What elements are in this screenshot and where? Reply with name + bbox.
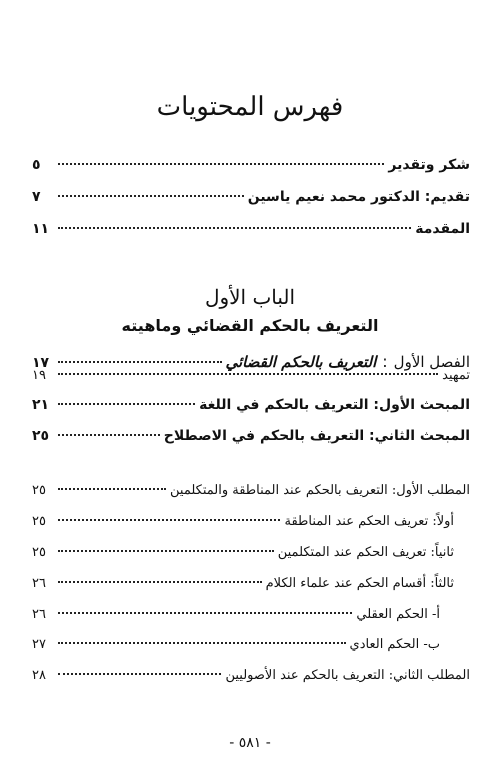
leader-dots <box>58 550 274 552</box>
toc-entry-page: ٢٧ <box>32 637 46 652</box>
toc-entry-page: ٢٦ <box>32 607 46 622</box>
toc-entry <box>32 221 470 237</box>
leader-dots <box>58 163 384 165</box>
toc-entry <box>32 607 440 622</box>
toc-entry-page: ٢٥ <box>32 428 50 444</box>
leader-dots <box>58 434 160 436</box>
leader-dots <box>58 612 352 614</box>
toc-entry-label: أولاً: تعريف الحكم عند المناطقة <box>284 514 454 529</box>
leader-dots <box>58 642 346 644</box>
toc-entry <box>32 483 470 498</box>
toc-entry <box>32 668 470 683</box>
toc-entry-page: ٢٨ <box>32 668 46 683</box>
toc-entry-label: المطلب الثاني: التعريف بالحكم عند الأصوليين <box>225 668 470 683</box>
leader-dots <box>58 403 195 405</box>
chapter-colon: : <box>382 352 388 371</box>
toc-entry-page: ٢٥ <box>32 514 46 529</box>
toc-entry-label: المبحث الثاني: التعريف بالحكم في الاصطلاح <box>163 428 470 444</box>
part-subtitle: التعريف بالحكم القضائي وماهيته <box>121 316 379 335</box>
toc-entry-label: تمهيد <box>442 368 470 383</box>
toc-entry-page: ٢٥ <box>32 483 46 498</box>
leader-dots <box>58 488 166 490</box>
toc-entry-page: ٢٥ <box>32 545 46 560</box>
toc-entry-page: ٧ <box>32 189 41 205</box>
toc-entry-label: المقدمة <box>415 221 470 237</box>
toc-entry-page: ١٩ <box>32 368 46 383</box>
leader-dots <box>58 195 244 197</box>
leader-dots <box>58 361 222 363</box>
toc-entry <box>32 397 470 413</box>
toc-entry <box>32 157 470 173</box>
toc-entry-label: المطلب الأول: التعريف بالحكم عند المناطقة والمتكلمين <box>170 483 470 498</box>
toc-entry-label: شكر وتقدير <box>388 157 470 173</box>
toc-entry <box>32 189 470 205</box>
toc-entry-label: المبحث الأول: التعريف بالحكم في اللغة <box>199 397 470 413</box>
toc-entry <box>32 368 470 383</box>
toc-entry-page: ٥ <box>32 157 41 173</box>
leader-dots <box>58 373 438 375</box>
toc-entry-page: ١١ <box>32 221 50 237</box>
toc-entry <box>32 545 454 560</box>
toc-entry <box>32 576 454 591</box>
toc-entry <box>32 514 454 529</box>
toc-entry <box>32 637 440 652</box>
toc-entry-label: ب- الحكم العادي <box>349 637 440 652</box>
toc-entry-page: ١٧ <box>32 355 50 371</box>
toc-entry-page: ٢١ <box>32 397 50 413</box>
page-number-footer: - ٥٨١ - <box>229 735 271 751</box>
leader-dots <box>58 519 280 521</box>
page-title: فهرس المحتويات <box>156 92 344 122</box>
toc-entry-page: ٢٦ <box>32 576 46 591</box>
leader-dots <box>58 581 262 583</box>
chapter-title: التعريف بالحكم القضائي <box>225 353 377 371</box>
toc-entry-label: ثالثاً: أقسام الحكم عند علماء الكلام <box>265 576 454 591</box>
part-heading: الباب الأول <box>204 285 296 309</box>
toc-entry-label: أ- الحكم العقلي <box>356 607 440 622</box>
toc-entry-label: ثانياً: تعريف الحكم عند المتكلمين <box>277 545 454 560</box>
chapter-label: الفصل الأول <box>393 353 470 371</box>
toc-entry-label: تقديم: الدكتور محمد نعيم ياسين <box>247 189 470 205</box>
toc-entry <box>32 428 470 444</box>
leader-dots <box>58 673 221 675</box>
leader-dots <box>58 227 411 229</box>
